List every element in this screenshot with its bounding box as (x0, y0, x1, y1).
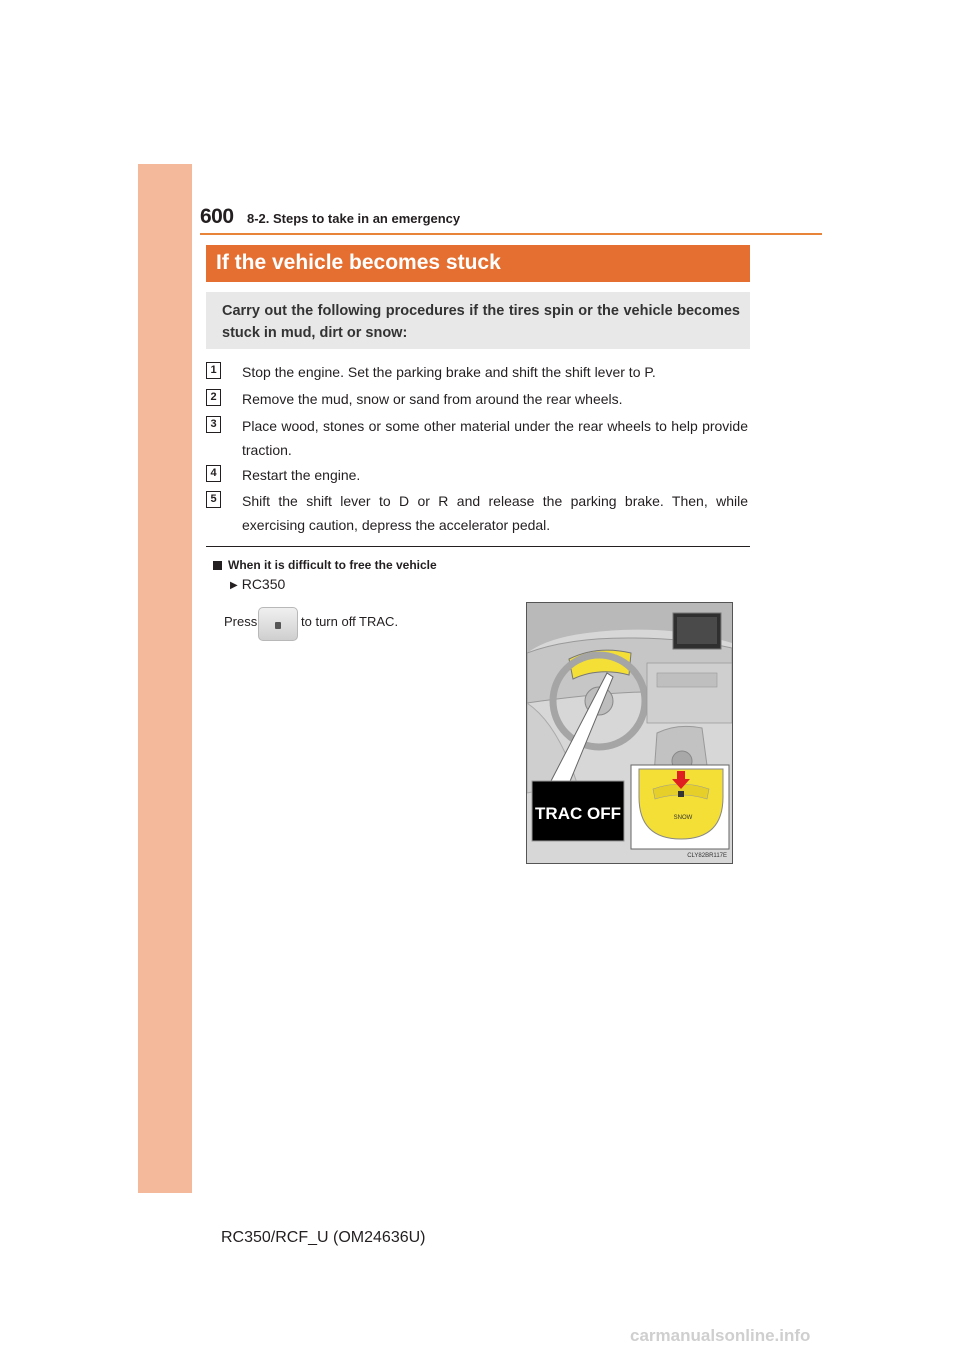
illustration-code: CLY82BR117E (687, 853, 727, 859)
page-title: If the vehicle becomes stuck (216, 251, 501, 274)
square-bullet-icon (213, 561, 222, 570)
intro-text: Carry out the following procedures if the tires spin or the vehicle becomes stuck in mud, dirt or snow: (222, 303, 740, 341)
step-text: Restart the engine. (242, 467, 361, 483)
watermark[interactable]: carmanualsonline.info (630, 1326, 811, 1345)
model-label (230, 576, 285, 592)
header-rule (200, 233, 822, 235)
snow-button-label: SNOW (673, 815, 693, 821)
intro-box (206, 292, 750, 349)
title-bar (206, 245, 750, 282)
step-text: Remove the mud, snow or sand from around the rear wheels. (242, 391, 623, 407)
model-text: RC350 (241, 576, 286, 592)
dashboard-illustration (526, 602, 733, 864)
step-number: 5 (206, 491, 221, 508)
step-text: Stop the engine. Set the parking brake and shift the shift lever to P. (242, 364, 656, 380)
note-heading (213, 558, 437, 572)
vsc-off-button-icon (258, 607, 298, 641)
section-title: 8-2. Steps to take in an emergency (247, 211, 461, 226)
step-number: 2 (206, 389, 221, 406)
triangle-bullet-icon: ▶ (230, 580, 238, 591)
step-number: 3 (206, 416, 221, 433)
note-heading-text: When it is difficult to free the vehicle (228, 558, 437, 572)
dashboard-svg (527, 603, 732, 863)
step-text: Shift the shift lever to D or R and release the parking brake. Then, while exercising caution, depress the accelerator pedal. (242, 493, 748, 533)
footer-model-code: RC350/RCF_U (OM24636U) (221, 1229, 426, 1246)
section-divider (206, 546, 750, 547)
step-number: 4 (206, 465, 221, 482)
trac-off-display-text: TRAC OFF (535, 804, 621, 823)
press-after-text: to turn off TRAC. (301, 614, 399, 629)
press-text: Press (224, 614, 258, 629)
step-number: 1 (206, 362, 221, 379)
chapter-sidebar-tab (138, 164, 192, 1193)
step-text: Place wood, stones or some other material under the rear wheels to help provide traction. (242, 418, 748, 458)
page-number: 600 (200, 205, 234, 228)
